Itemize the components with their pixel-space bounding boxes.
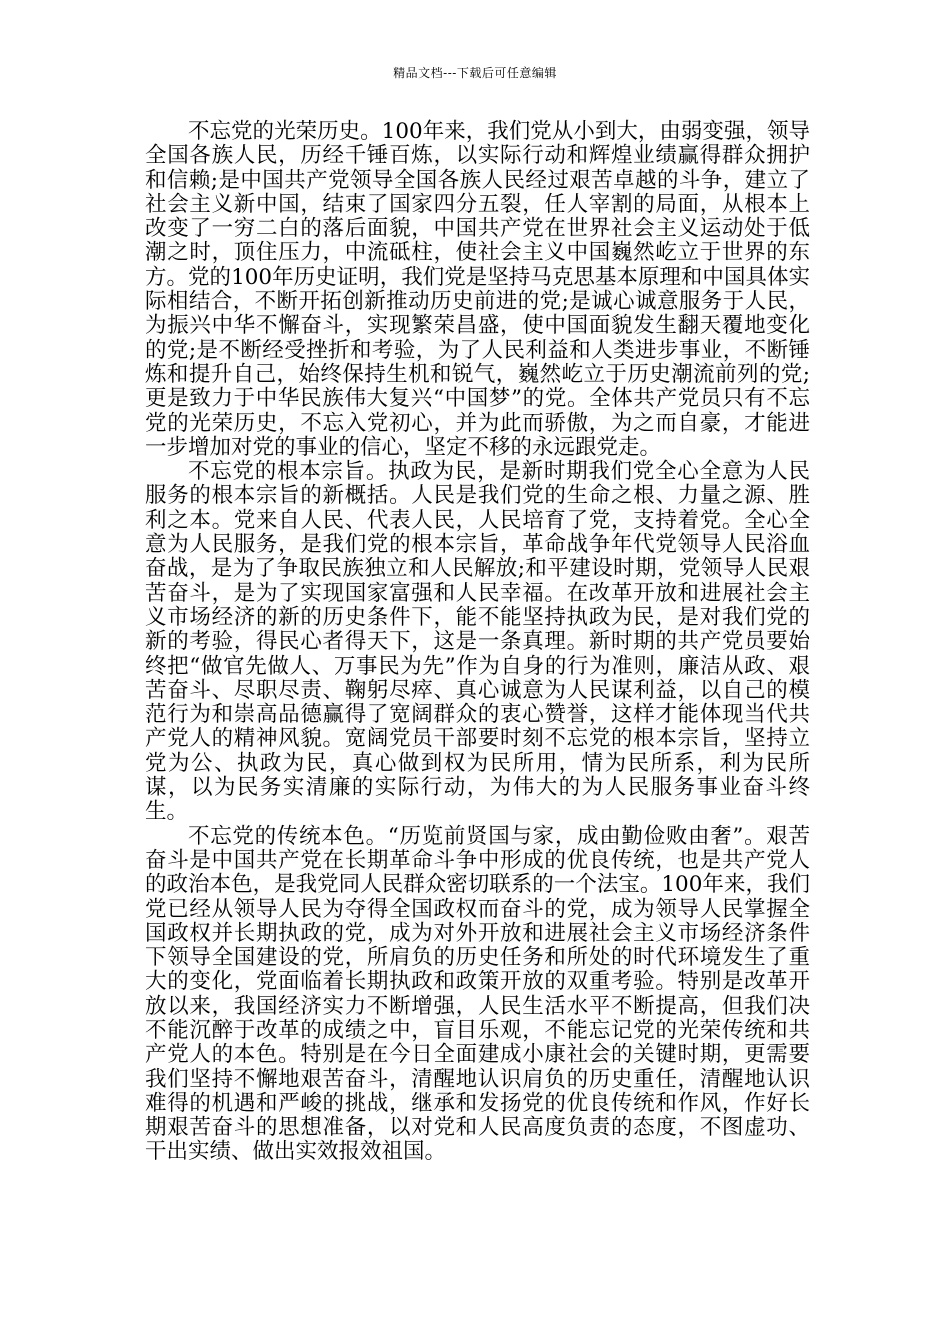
page-header: 精品文档---下载后可任意编辑 bbox=[393, 66, 557, 80]
paragraph-fundamental-purpose: 不忘党的根本宗旨。执政为民，是新时期我们党全心全意为人民服务的根本宗旨的新概括。人民是我们党的生命之根、力量之源、胜利之本。党来自人民、代表人民，人民培育了党，支持着党。全心全意为人民服务，是我们党的根本宗旨，革命战争年代党领导人民浴血奋战，是为了争取民族独立和人民解放;和平建设时期，党领导人民艰苦奋斗，是为了实现国家富强和人民幸福。在改革开放和进展社会主义市场经济的新的历史条件下，能不能坚持执政为民，是对我们党的新的考验，得民心者得天下，这是一条真理。新时期的共产党员要始终把“做官先做人、万事民为先”作为自身的行为准则，廉洁从政、艰苦奋斗、尽职尽责、鞠躬尽瘁、真心诚意为人民谋利益，以自己的模范行为和崇高品德赢得了宽阔群众的衷心赞誉，这样才能体现当代共产党人的精神风貌。宽阔党员干部要时刻不忘党的根本宗旨，坚持立党为公、执政为民，真心做到权为民所用，情为民所系，利为民所谋，以为民务实清廉的实际行动，为伟大的为人民服务事业奋斗终生。 bbox=[145, 459, 810, 825]
paragraph-glorious-history: 不忘党的光荣历史。100年来，我们党从小到大，由弱变强，领导全国各族人民，历经千锤百炼，以实际行动和辉煌业绩赢得群众拥护和信赖;是中国共产党领导全国各族人民经过艰苦卓越的斗争，建立了社会主义新中国，结束了国家四分五裂，任人宰割的局面，从根本上改变了一穷二白的落后面貌，中国共产党在世界社会主义运动处于低潮之时，顶住压力，中流砥柱，使社会主义中国巍然屹立于世界的东方。党的100年历史证明，我们党是坚持马克思基本原理和中国具体实际相结合，不断开拓创新推动历史前进的党;是诚心诚意服务于人民，为振兴中华不懈奋斗，实现繁荣昌盛，使中国面貌发生翻天覆地变化的党;是不断经受挫折和考验，为了人民利益和人类进步事业，不断锤炼和提升自己，始终保持生机和锐气，巍然屹立于历史潮流前列的党;更是致力于中华民族伟大复兴“中国梦”的党。全体共产党员只有不忘党的光荣历史，不忘入党初心，并为此而骄傲，为之而自豪，才能进一步增加对党的事业的信心，坚定不移的永远跟党走。 bbox=[145, 119, 810, 460]
paragraph-traditional-character: 不忘党的传统本色。“历览前贤国与家，成由勤俭败由奢”。艰苦奋斗是中国共产党在长期革命斗争中形成的优良传统，也是共产党人的政治本色，是我党同人民群众密切联系的一个法宝。100年来，我们党已经从领导人民为夺得全国政权而奋斗的党，成为领导人民掌握全国政权并长期执政的党，成为对外开放和进展社会主义市场经济条件下领导全国建设的党，所肩负的历史任务和所处的时代环境发生了重大的变化，党面临着长期执政和政策开放的双重考验。特别是改革开放以来，我国经济实力不断增强，人民生活水平不断提高，但我们决不能沉醉于改革的成绩之中，盲目乐观，不能忘记党的光荣传统和共产党人的本色。特别是在今日全面建成小康社会的关键时期，更需要我们坚持不懈地艰苦奋斗，清醒地认识肩负的历史重任，清醒地认识难得的机遇和严峻的挑战，继承和发扬党的优良传统和作风，作好长期艰苦奋斗的思想准备，以对党和人民高度负责的态度，不图虚功、干出实绩、做出实效报效祖国。 bbox=[145, 823, 810, 1165]
document-body bbox=[145, 120, 810, 1165]
